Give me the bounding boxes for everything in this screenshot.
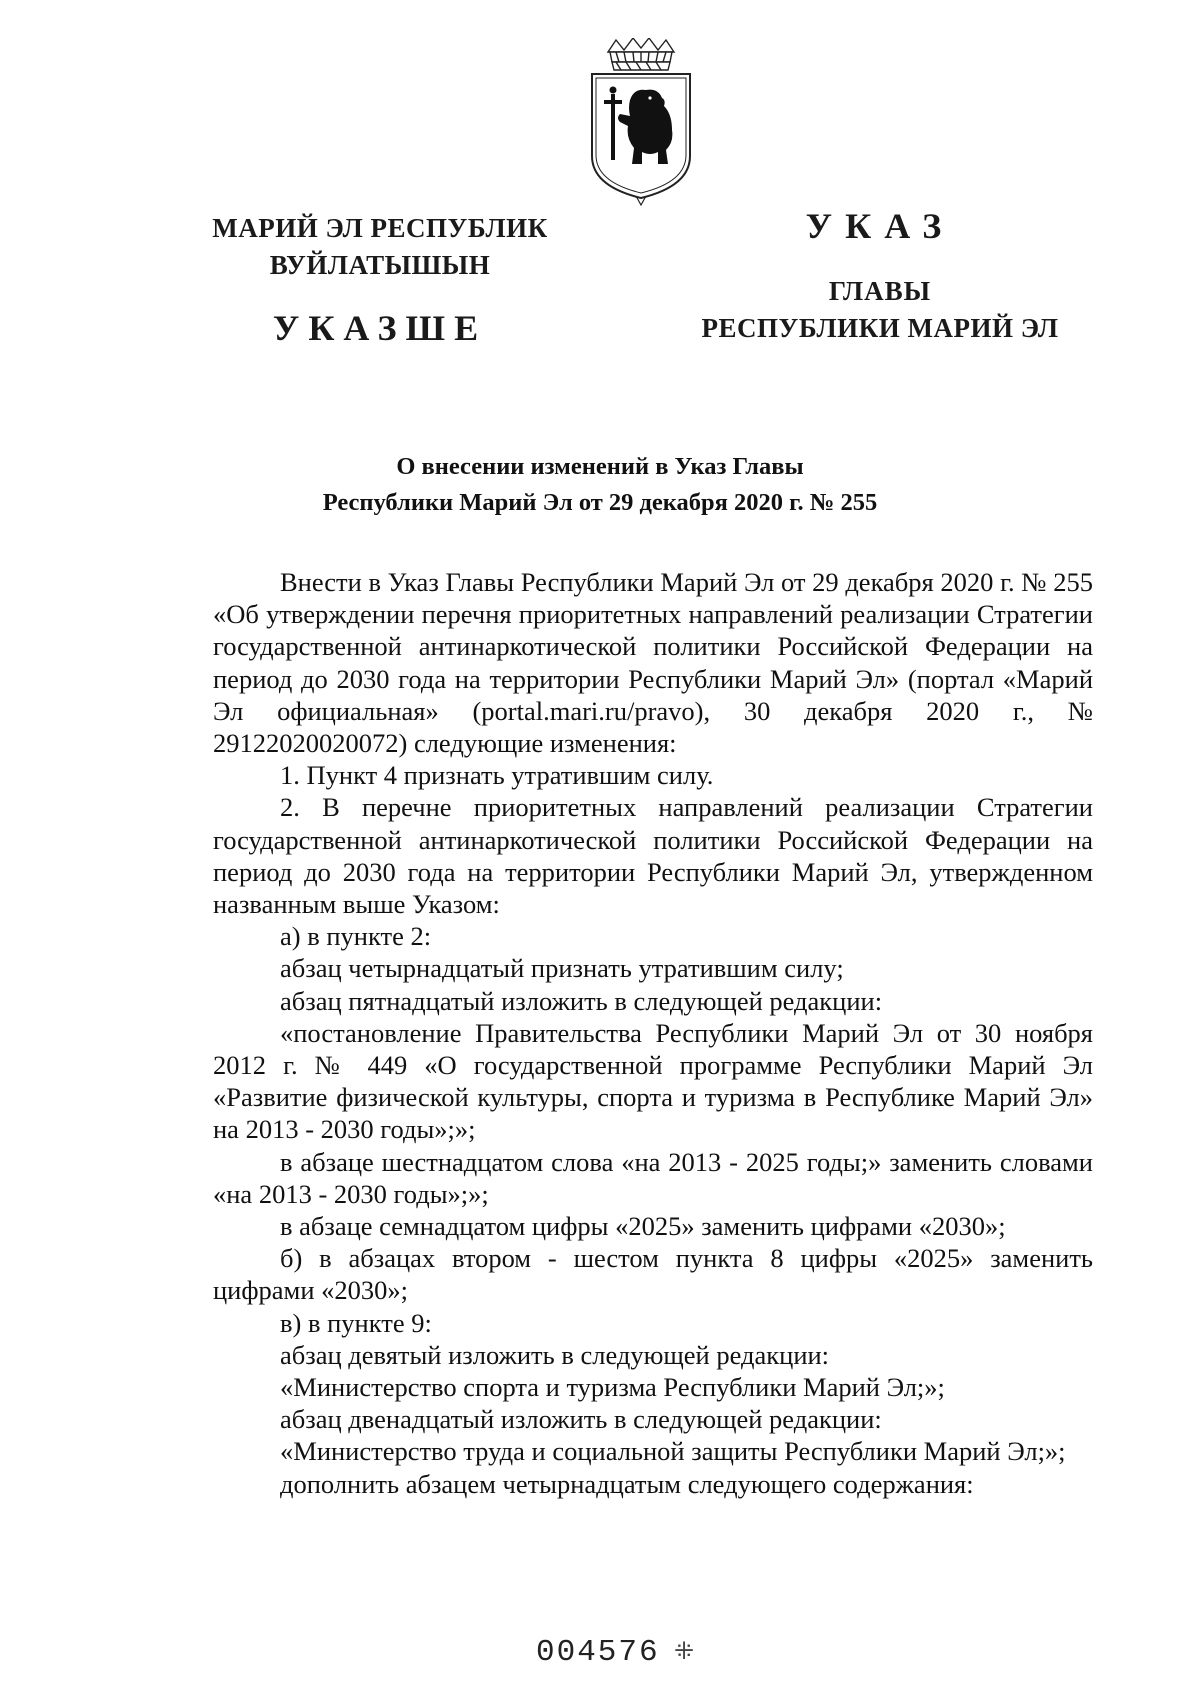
left-header-line2: ВУЙЛАТЫШЫН	[269, 250, 491, 280]
paragraph-subitem-a: а) в пункте 2:	[280, 921, 432, 952]
paragraph: в абзаце шестнадцатом слова «на 2013 - 2025 годы;» заменить словами «на 2013 - 2030 годы»;»;	[213, 1146, 1093, 1209]
paragraph-quote: «Министерство труда и социальной защиты Республики Марий Эл;»;	[280, 1436, 1066, 1467]
left-header-title: УКАЗШЕ	[272, 308, 488, 348]
paragraph: абзац четырнадцатый признать утратившим силу;	[280, 953, 844, 984]
paragraph: абзац пятнадцатый изложить в следующей редакции:	[280, 985, 883, 1016]
right-header-title: УКАЗ	[805, 206, 955, 246]
paragraph-subitem-b: б) в абзацах втором - шестом пункта 8 цифры «2025» заменить цифрами «2030»;	[213, 1243, 1093, 1306]
paragraph-quote: «Министерство спорта и туризма Республики Марий Эл;»;	[280, 1372, 945, 1403]
serial-number: 004576	[536, 1635, 660, 1670]
paragraph: абзац девятый изложить в следующей редакции:	[280, 1339, 830, 1370]
paragraph-item-1: 1. Пункт 4 признать утратившим силу.	[280, 760, 714, 791]
document-body	[213, 566, 1093, 1500]
paragraph-intro: Внести в Указ Главы Республики Марий Эл от 29 декабря 2020 г. № 255 «Об утверждении перечня приоритетных направлений реализации Стратегии государственной антинаркотической политики Российской Федерации на период до 2030 года на территории Республики Марий Эл» (портал «Марий Эл официальная» (portal.mari.ru/pravo), 30 декабря 2020 г., № 29122020020072) следующие изменения:	[213, 567, 1093, 759]
right-header-line1: ГЛАВЫ	[828, 276, 932, 306]
paragraph-item-2: 2. В перечне приоритетных направлений реализации Стратегии государственной антинаркотической политики Российской Федерации на период до 2030 года на территории Республики Марий Эл, утвержденном названным выше Указом:	[213, 792, 1093, 920]
serial-mark-icon: ⁜	[674, 1637, 695, 1665]
document-title-line1: О внесении изменений в Указ Главы	[396, 453, 804, 480]
document-title	[240, 449, 960, 521]
coat-of-arms-emblem	[586, 38, 696, 206]
paragraph: дополнить абзацем четырнадцатым следующего содержания:	[280, 1468, 974, 1499]
left-header-line1: МАРИЙ ЭЛ РЕСПУБЛИК	[212, 213, 548, 243]
paragraph: абзац двенадцатый изложить в следующей редакции:	[280, 1404, 882, 1435]
document-title-line2: Республики Марий Эл от 29 декабря 2020 г. № 255	[322, 489, 878, 516]
paragraph: в абзаце семнадцатом цифры «2025» заменить цифрами «2030»;	[280, 1211, 1006, 1242]
paragraph-subitem-v: в) в пункте 9:	[280, 1307, 432, 1338]
right-header-line2: РЕСПУБЛИКИ МАРИЙ ЭЛ	[701, 313, 1059, 343]
paragraph-quote: «постановление Правительства Республики Марий Эл от 30 ноября 2012 г. № 449 «О государственной программе Республики Марий Эл «Развитие физической культуры, спорта и туризма в Республике Марий Эл» на 2013 - 2030 годы»;»;	[213, 1017, 1093, 1145]
